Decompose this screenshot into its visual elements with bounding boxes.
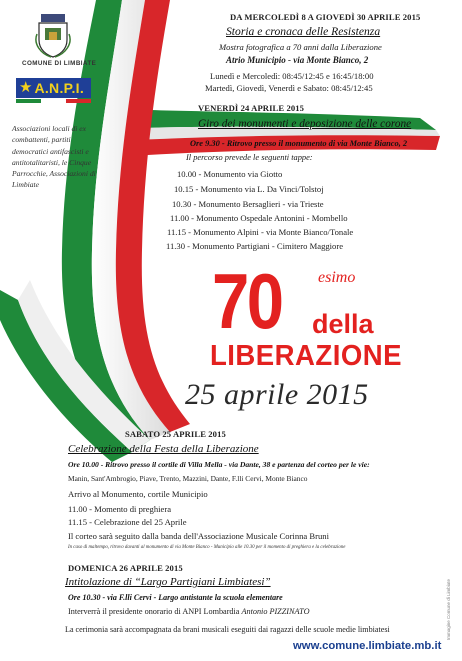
friday-intro: Il percorso prevede le seguenti tappe: bbox=[186, 153, 313, 162]
hero-della: della bbox=[312, 309, 374, 339]
saturday-celebration: 11.15 - Celebrazione del 25 Aprile bbox=[68, 517, 187, 527]
crest-icon bbox=[35, 14, 71, 58]
anpi-logo bbox=[16, 78, 91, 98]
tricolor-strip bbox=[16, 99, 91, 103]
sunday-president-name: Antonio PIZZINATO bbox=[241, 607, 310, 616]
exhibit-hours-2: Martedì, Giovedì, Venerdì e Sabato: 08:45/12:45 bbox=[205, 83, 373, 93]
star-icon: ★ bbox=[19, 79, 33, 96]
sunday-president-prefix: Interverrà il presidente onorario di ANPI Lombardia bbox=[68, 607, 242, 616]
anpi-label: A.N.P.I. bbox=[34, 80, 85, 96]
hero-suffix: esimo bbox=[318, 269, 356, 286]
exhibit-subtitle: Mostra fotografica a 70 anni dalla Liberazione bbox=[219, 42, 382, 52]
saturday-prayer: 11.00 - Momento di preghiera bbox=[68, 504, 172, 514]
exhibit-location: Atrio Municipio - via Monte Bianco, 2 bbox=[226, 55, 369, 65]
credit-vertical: Immagine Comune di Limbiate bbox=[446, 578, 451, 640]
saturday-bad-weather: In caso di maltempo, ritrovo davanti al monumento di via Monte Bianco - Municipio alle 10.30 per il momento di preghiera e la celebrazione bbox=[68, 545, 346, 550]
exhibit-hours-1: Lunedì e Mercoledì: 08:45/12:45 e 16:45/18:00 bbox=[210, 71, 374, 81]
saturday-arrival: Arrivo al Monumento, cortile Municipio bbox=[68, 489, 208, 499]
friday-stop: 11.15 - Monumento Alpini - via Monte Bianco/Tonale bbox=[167, 227, 354, 237]
friday-stop: 10.30 - Monumento Bersaglieri - via Trieste bbox=[172, 199, 324, 209]
sunday-meeting: Ore 10.30 - via F.lli Cervi - Largo antistante la scuola elementare bbox=[68, 593, 283, 602]
associations-note: Associazioni locali di ex combattenti, partiti democratici antifascisti e antitotalitaristi, le Cinque Parrocchie, Associazioni di Limbiate bbox=[12, 124, 96, 190]
saturday-date: SABATO 25 APRILE 2015 bbox=[125, 429, 226, 439]
friday-title: Giro dei monumenti e deposizione delle corone bbox=[198, 118, 412, 130]
saturday-streets: Manin, Sant'Ambrogio, Piave, Trento, Mazzini, Dante, F.lli Cervi, Monte Bianco bbox=[68, 474, 308, 483]
friday-meeting: Ore 9.30 - Ritrovo presso il monumento di via Monte Bianco, 2 bbox=[190, 139, 408, 148]
comune-crest bbox=[35, 14, 71, 58]
friday-stop: 10.00 - Monumento via Giotto bbox=[177, 169, 283, 179]
friday-date: VENERDÌ 24 APRILE 2015 bbox=[198, 103, 305, 113]
hero-date: 25 aprile 2015 bbox=[185, 378, 369, 411]
friday-stop: 11.30 - Monumento Partigiani - Cimitero Maggiore bbox=[166, 241, 344, 251]
exhibit-title: Storia e cronaca delle Resistenza bbox=[226, 25, 381, 38]
friday-stop: 11.00 - Monumento Ospedale Antonini - Mombello bbox=[170, 213, 348, 223]
website-link[interactable]: www.comune.limbiate.mb.it bbox=[293, 640, 442, 652]
saturday-band: Il corteo sarà seguito dalla banda dell'Associazione Musicale Corinna Bruni bbox=[68, 531, 329, 541]
sunday-president bbox=[68, 607, 310, 616]
sunday-music: La cerimonia sarà accompagnata da brani musicali eseguiti dai ragazzi delle scuole medie limbiatesi bbox=[65, 625, 390, 634]
hero-number: 70 bbox=[212, 257, 282, 345]
comune-label: COMUNE DI LIMBIATE bbox=[22, 60, 97, 67]
hero-liberazione: LIBERAZIONE bbox=[210, 340, 402, 372]
exhibit-dates: DA MERCOLEDÌ 8 A GIOVEDÌ 30 APRILE 2015 bbox=[230, 12, 421, 22]
sunday-title: Intitolazione di “Largo Partigiani Limbiatesi” bbox=[65, 576, 271, 588]
saturday-meeting: Ore 10.00 - Ritrovo presso il cortile di Villa Mella - via Dante, 38 e partenza del corteo per le vie: bbox=[68, 460, 370, 469]
saturday-title: Celebrazione della Festa della Liberazione bbox=[68, 443, 259, 455]
friday-stop: 10.15 - Monumento via L. Da Vinci/Tolstoj bbox=[174, 184, 324, 194]
sunday-date: DOMENICA 26 APRILE 2015 bbox=[68, 563, 183, 573]
